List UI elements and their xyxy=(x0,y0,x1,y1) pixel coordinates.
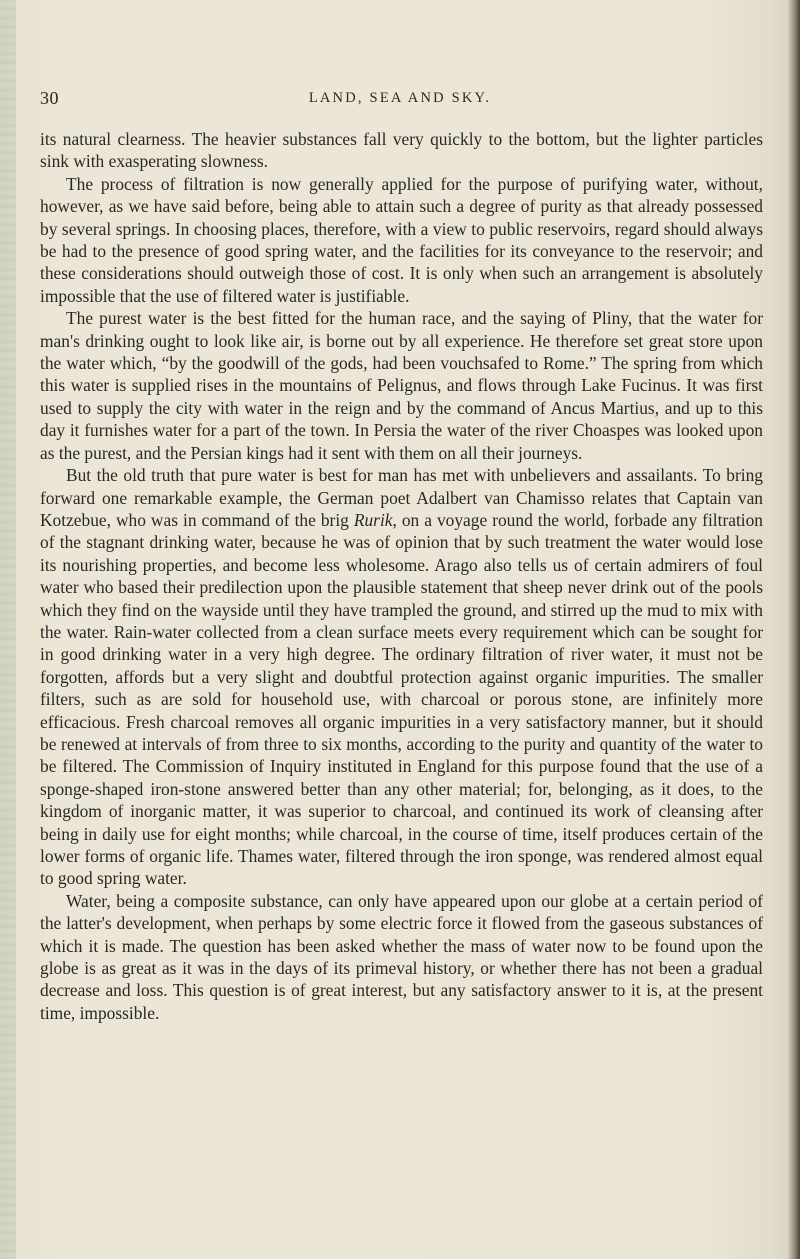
paragraph-2: The process of filtration is now generally applied for the purpose of purifying water, without, however, as we have said before, being able to attain such a degree of purity as that already possessed by several springs. In choosing places, therefore, with a view to public reservoirs, regard should always be had to the presence of good spring water, and the facilities for its conveyance to the reservoir; and these considerations should outweigh those of cost. It is only when such an arrangement is absolutely impossible that the use of filtered water is justifiable. xyxy=(40,173,763,306)
page-header xyxy=(0,88,800,116)
paragraph-5: Water, being a composite substance, can only have appeared upon our globe at a certain period of the latter's development, when perhaps by some electric force it flowed from the gaseous substances of which it is made. The question has been asked whether the mass of water now to be found upon the globe is as great as it was in the days of its primeval history, or whether there has not been a gradual decrease and loss. This question is of great interest, but any satisfactory answer to it is, at the present time, impossible. xyxy=(40,890,763,1023)
paragraph-4 xyxy=(40,464,763,890)
running-head: LAND, SEA AND SKY. xyxy=(308,90,492,106)
paragraph-4-rest: , on a voyage round the world, forbade any filtration of the stagnant drinking water, because he was of opinion that by such treatment the water would lose its nourishing properties, and become less wholesome. Arago also tells us of certain admirers of foul water who based their predilection upon the plausible statement that sheep never drink out of the pools which they find on the wayside until they have trampled the ground, and stirred up the mud to mix with the water. Rain-water collected from a clean surface meets every requirement which can be sought for in good drinking water in a very high degree. The ordinary filtration of river water, it must not be forgotten, affords but a very slight and doubtful protection against organic impurities. The smaller filters, such as are sold for household use, with charcoal or porous stone, are infinitely more efficacious. Fresh charcoal removes all organic impurities in a very satisfactory manner, but it should be renewed at intervals of from three to six months, according to the purity and quantity of the water to be filtered. The Commission of Inquiry instituted in England for this purpose found that the use of a sponge-shaped iron-stone answered better than any other material; for, belonging, as it does, to the kingdom of inorganic matter, it was superior to charcoal, and continued its work of cleansing after being in daily use for eight months; while charcoal, in the course of time, itself produces certain of the lower forms of organic life. Thames water, filtered through the iron sponge, was rendered almost equal to good spring water. xyxy=(40,509,764,889)
paragraph-1: its natural clearness. The heavier substances fall very quickly to the bottom, but the lighter particles sink with exasperating slowness. xyxy=(40,129,763,172)
paragraph-4-start: But the old truth that pure water is best for man has met with unbelievers and assailants. To bring forward one remarkable example, the German poet Adalbert van Chamisso relates that Captain van Kotzebue, who was in command of the brig xyxy=(40,465,763,530)
body-text xyxy=(40,128,763,1024)
page-edge-shadow xyxy=(788,0,800,1259)
ship-name: Rurik xyxy=(353,509,393,530)
binding-gutter xyxy=(0,0,16,1259)
paragraph-3: The purest water is the best fitted for the human race, and the saying of Pliny, that the water for man's drinking ought to look like air, is borne out by all experience. He therefore set great store upon the water which, “by the goodwill of the gods, had been vouchsafed to Rome.” The spring from which this water is supplied rises in the mountains of Pelignus, and flows through Lake Fucinus. It was first used to supply the city with water in the reign and by the command of Ancus Martius, and up to this day it furnishes water for a part of the town. In Persia the water of the river Choaspes was looked upon as the purest, and the Persian kings had it sent with them on all their journeys. xyxy=(40,308,763,463)
page-number: 30 xyxy=(40,88,59,108)
